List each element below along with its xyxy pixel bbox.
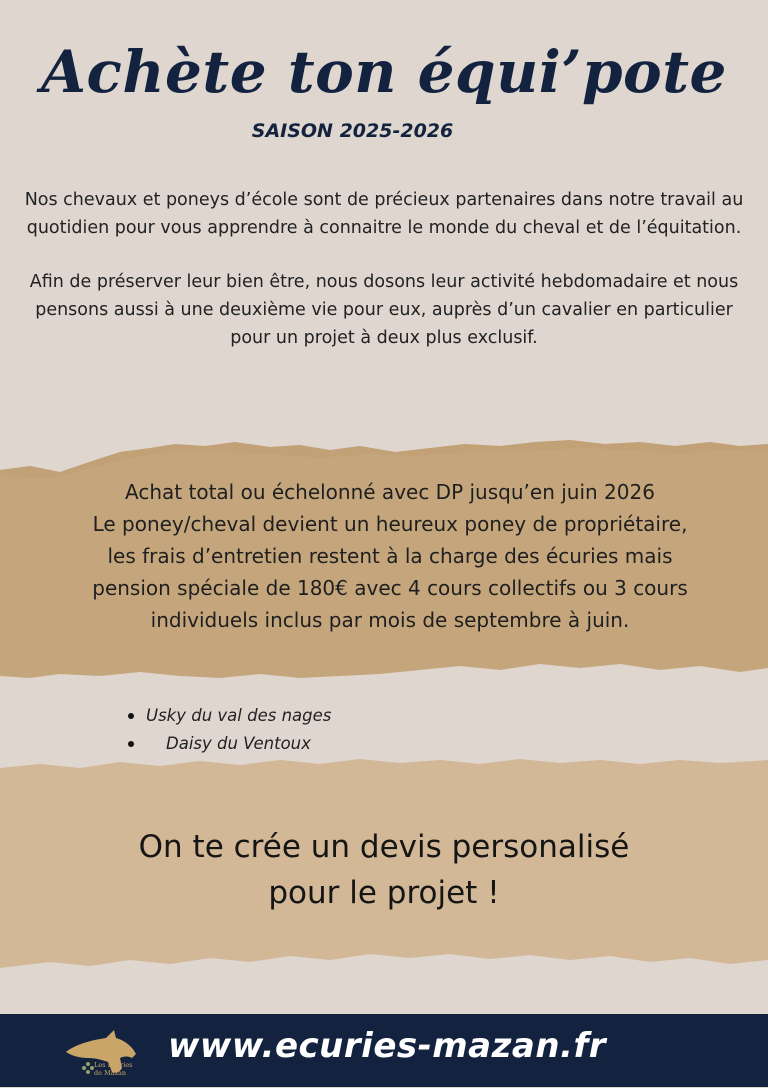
quote-line-2: pour le projet ! [268,875,500,911]
offer-line: Achat total ou échelonné avec DP jusqu’en juin 2026 [125,480,655,504]
footer-bar [0,1014,768,1087]
offer-line: Le poney/cheval devient un heureux poney de propriétaire, [92,512,688,536]
list-item [120,702,520,730]
horse-name: Usky du val des nages [146,706,332,725]
offer-line: pension spéciale de 180€ avec 4 cours collectifs ou 3 cours [92,576,688,600]
horse-name: Daisy du Ventoux [166,734,311,753]
offer-line: individuels inclus par mois de septembre à juin. [150,608,630,632]
offer-text [40,476,740,636]
intro-paragraph-2: Afin de préserver leur bien être, nous dosons leur activité hebdomadaire et nous pensons aussi à une deuxième vie pour eux, auprès d’un cavalier en particulier pour un projet à deux plus exclusif. [29,272,739,348]
poster-title: Achète ton équi’pote [41,38,727,106]
intro-paragraph-1: Nos chevaux et poneys d’école sont de précieux partenaires dans notre travail au quotidien pour vous apprendre à connaitre le monde du cheval et de l’équitation. [24,190,744,238]
intro-text [20,186,748,352]
offer-line: les frais d’entretien restent à la charge des écuries mais [107,544,673,568]
website-link[interactable]: www.ecuries-mazan.fr [168,1026,607,1066]
logo-line-1: Les Écuries [94,1061,133,1069]
logo-line-2: de Mazan [94,1069,127,1077]
season-subtitle: SAISON 2025-2026 [251,120,454,142]
quote-line-1: On te crée un devis personalisé [138,829,630,865]
logo-wordmark [94,1061,154,1077]
quote-message [0,824,768,916]
